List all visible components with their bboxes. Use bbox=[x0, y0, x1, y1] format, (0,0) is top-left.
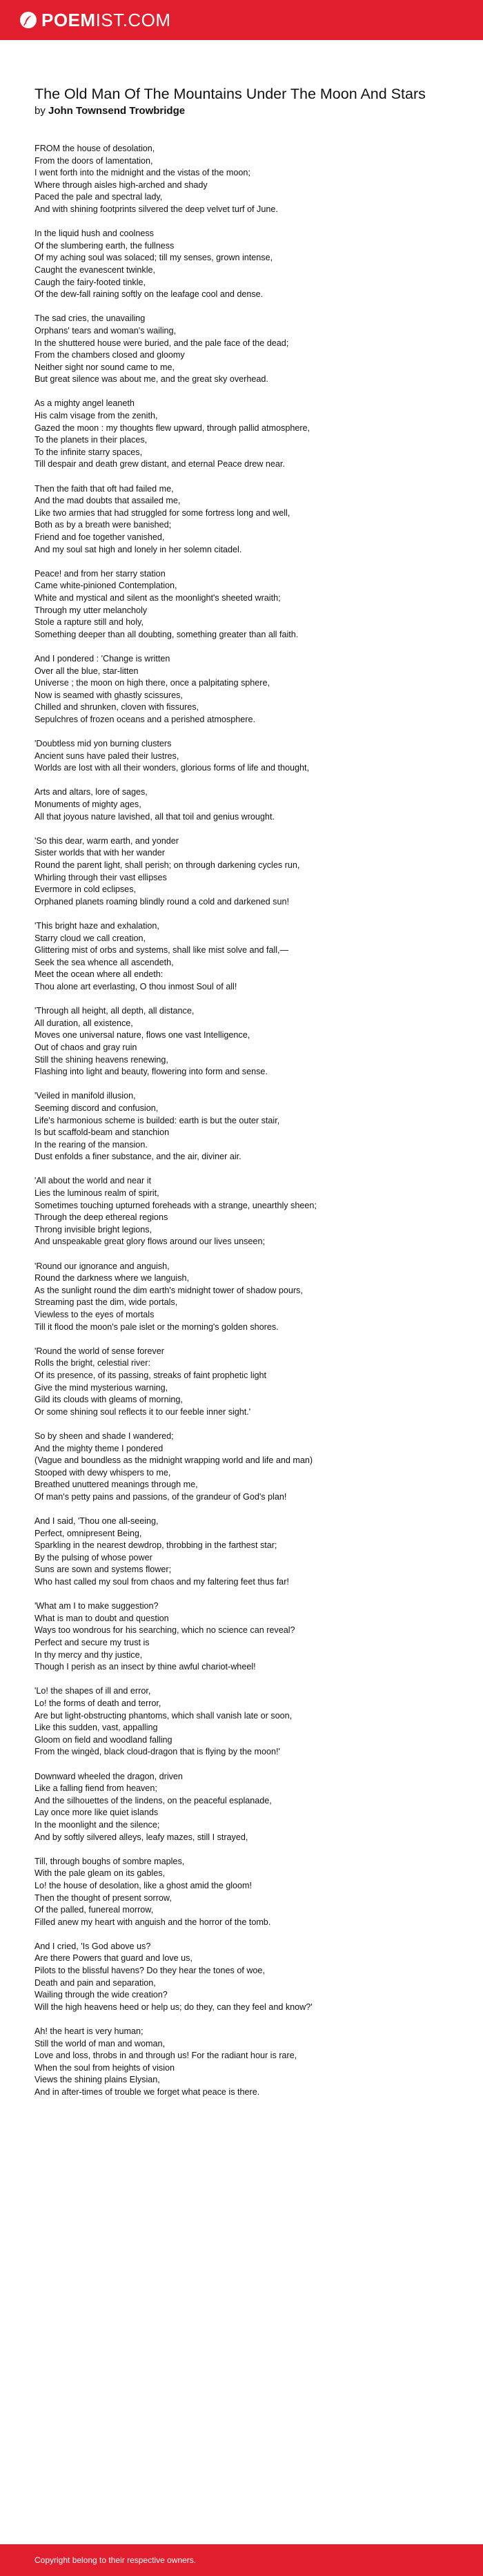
poem-line: His calm visage from the zenith, bbox=[34, 411, 158, 421]
poem-line: Like two armies that had struggled for some fortress long and well, bbox=[34, 507, 290, 518]
poem-line: Death and pain and separation, bbox=[34, 1977, 156, 1988]
poem-line: Glittering mist of orbs and systems, shall like mist solve and fall,— bbox=[34, 945, 289, 956]
poem-line: Flashing into light and beauty, flowering into form and sense. bbox=[34, 1067, 268, 1077]
poem-line: Came white-pinioned Contemplation, bbox=[34, 581, 177, 591]
poem-line: Then the thought of present sorrow, bbox=[34, 1892, 172, 1903]
poem-line: Lies the luminous realm of spirit, bbox=[34, 1188, 159, 1199]
poem-line: And I cried, 'Is God above us? bbox=[34, 1941, 151, 1951]
poem-line: Life's harmonious scheme is builded: earth is but the outer stair, bbox=[34, 1115, 280, 1125]
poem-line: Of man's petty pains and passions, of the grandeur of God's plan! bbox=[34, 1491, 287, 1502]
poem-stanza bbox=[34, 1600, 448, 1674]
poem-line: Stole a rapture still and holy, bbox=[34, 617, 144, 628]
poem-stanza bbox=[34, 1771, 448, 1844]
poem-line: Friend and foe together vanished, bbox=[34, 532, 165, 542]
poem-line: To the infinite starry spaces, bbox=[34, 447, 143, 457]
poem-line: Throng invisible bright legions, bbox=[34, 1224, 152, 1234]
poem-line: FROM the house of desolation, bbox=[34, 144, 155, 153]
poem-line: Ah! the heart is very human; bbox=[34, 2026, 144, 2037]
poem-line: Whirling through their vast ellipses bbox=[34, 872, 167, 882]
poem-line: Over all the blue, star-litten bbox=[34, 666, 139, 676]
poem-line: Rolls the bright, celestial river: bbox=[34, 1358, 150, 1368]
poem-line: Are but light-obstructing phantoms, which shall vanish late or soon, bbox=[34, 1710, 293, 1721]
poem-line: From the doors of lamentation, bbox=[34, 155, 153, 166]
poem-stanza bbox=[34, 1261, 448, 1334]
poem-stanza bbox=[34, 568, 448, 641]
poem-line: Seeming discord and confusion, bbox=[34, 1103, 159, 1113]
top-bar bbox=[0, 0, 483, 40]
poem-line: Worlds are lost with all their wonders, glorious forms of life and thought, bbox=[34, 763, 310, 773]
site-logo[interactable] bbox=[19, 10, 171, 31]
poem-line: And by softly silvered alleys, leafy mazes, still I strayed, bbox=[34, 1832, 248, 1842]
poem-line: And with shining footprints silvered the deep velvet turf of June. bbox=[34, 204, 278, 214]
poem-line: Caugh the fairy-footed tinkle, bbox=[34, 277, 146, 287]
poem-line: (Vague and boundless as the midnight wrapping world and life and man) bbox=[34, 1455, 313, 1466]
poem-line: In thy mercy and thy justice, bbox=[34, 1649, 143, 1660]
poem-stanza bbox=[34, 738, 448, 775]
poem-line: So by sheen and shade I wandered; bbox=[34, 1431, 174, 1441]
poem-line: Of its presence, of its passing, streaks of faint prophetic light bbox=[34, 1370, 266, 1380]
poem-line: Views the shining plains Elysian, bbox=[34, 2075, 160, 2085]
poem-line: Of the dew-fall raining softly on the leafage cool and dense. bbox=[34, 289, 264, 300]
poem-line: Meet the ocean where all endeth: bbox=[34, 969, 164, 980]
poem-line: Filled anew my heart with anguish and the horror of the tomb. bbox=[34, 1917, 271, 1927]
poem-line: Of the slumbering earth, the fullness bbox=[34, 240, 175, 251]
poem-line: Round the darkness where we languish, bbox=[34, 1273, 190, 1284]
poem-stanza bbox=[34, 143, 448, 216]
poem-line: Suns are sown and systems flower; bbox=[34, 1565, 172, 1575]
poem-stanza bbox=[34, 2026, 448, 2099]
poem-line: Streaming past the dim, wide portals, bbox=[34, 1297, 178, 1308]
poem-stanza bbox=[34, 313, 448, 386]
poem-stanza bbox=[34, 1685, 448, 1759]
poem-title: The Old Man Of The Mountains Under The Moon And Stars bbox=[34, 86, 426, 102]
poem-line: Evermore in cold eclipses, bbox=[34, 884, 136, 895]
poem-line: Paced the pale and spectral lady, bbox=[34, 192, 163, 202]
poem-line: 'What am I to make suggestion? bbox=[34, 1601, 159, 1611]
poem-line: From the chambers closed and gloomy bbox=[34, 350, 185, 360]
poem-line: Sparkling in the nearest dewdrop, throbbing in the farthest star; bbox=[34, 1540, 277, 1551]
poem-line: Peace! and from her starry station bbox=[34, 568, 166, 579]
poem-line: By the pulsing of whose power bbox=[34, 1552, 152, 1562]
poem-stanza bbox=[34, 1515, 448, 1589]
poem-line: In the rearing of the mansion. bbox=[34, 1139, 148, 1150]
poem-line: And unspeakable great glory flows around our lives unseen; bbox=[34, 1237, 265, 1247]
poem-line: Sometimes touching upturned foreheads with a strange, unearthly sheen; bbox=[34, 1200, 317, 1210]
poem-line: In the shuttered house were buried, and the pale face of the dead; bbox=[34, 338, 289, 348]
poem-line: Something deeper than all doubting, something greater than all faith. bbox=[34, 629, 299, 639]
poem-stanza bbox=[34, 398, 448, 471]
poem-stanza bbox=[34, 1431, 448, 1504]
poem-line: Moves one universal nature, flows one vast Intelligence, bbox=[34, 1030, 250, 1040]
poem-line: And I said, 'Thou one all-seeing, bbox=[34, 1516, 159, 1527]
poem-line: Is but scaffold-beam and stanchion bbox=[34, 1127, 170, 1138]
poem-line: In the liquid hush and coolness bbox=[34, 229, 154, 239]
poem-line: Orphaned planets roaming blindly round a cold and darkened sun! bbox=[34, 896, 289, 907]
poem-line: Pilots to the blissful havens? Do they hear the tones of woe, bbox=[34, 1966, 265, 1976]
poem-line: Chilled and shrunken, cloven with fissures, bbox=[34, 702, 199, 713]
byline-prefix: by bbox=[34, 105, 46, 117]
poem-line: Or some shining soul reflects it to our feeble inner sight.' bbox=[34, 1406, 251, 1417]
poem-line: Lo! the forms of death and terror, bbox=[34, 1698, 161, 1708]
poem-stanza bbox=[34, 228, 448, 301]
poem-line: 'All about the world and near it bbox=[34, 1176, 152, 1186]
poem-line: As the sunlight round the dim earth's midnight tower of shadow pours, bbox=[34, 1285, 303, 1295]
poem-stanza bbox=[34, 1090, 448, 1163]
poem-stanza bbox=[34, 653, 448, 726]
poem-line: Perfect, omnipresent Being, bbox=[34, 1528, 142, 1538]
poem-line: And the mighty theme I pondered bbox=[34, 1443, 164, 1453]
poem-line: With the pale gleam on its gables, bbox=[34, 1868, 166, 1879]
poem-line: Lo! the house of desolation, like a ghost amid the gloom! bbox=[34, 1880, 253, 1890]
poem-line: But great silence was about me, and the great sky overhead. bbox=[34, 374, 268, 385]
poem-line: I went forth into the midnight and the vistas of the moon; bbox=[34, 168, 250, 178]
poem-line: Love and loss, throbs in and through us! For the radiant hour is rare, bbox=[34, 2051, 297, 2061]
poem-byline bbox=[34, 105, 448, 117]
poem-line: Both as by a breath were banished; bbox=[34, 520, 172, 530]
poem-line: Where through aisles high-arched and shady bbox=[34, 180, 208, 190]
poem-line: Till it flood the moon's pale islet or the morning's golden shores. bbox=[34, 1321, 279, 1332]
poem-line: Who hast called my soul from chaos and my faltering feet thus far! bbox=[34, 1577, 289, 1587]
poem-line: What is man to doubt and question bbox=[34, 1613, 169, 1623]
copyright-text: Copyright belong to their respective owners. bbox=[34, 2555, 197, 2565]
poem-line: The sad cries, the unavailing bbox=[34, 313, 146, 324]
poem-line: Seek the sea whence all ascendeth, bbox=[34, 957, 174, 967]
poem-line: Gild its clouds with gleams of morning, bbox=[34, 1395, 183, 1405]
poem-stanza bbox=[34, 920, 448, 994]
poem-line: Like this sudden, vast, appalling bbox=[34, 1723, 158, 1733]
poem-line: Still the world of man and woman, bbox=[34, 2038, 165, 2049]
poem-line: Wailing through the wide creation? bbox=[34, 1990, 168, 2000]
poem-line: Gazed the moon : my thoughts flew upward, through pallid atmosphere, bbox=[34, 423, 310, 433]
poem-line: Are there Powers that guard and love us, bbox=[34, 1953, 193, 1964]
logo-text-light: IST.COM bbox=[95, 9, 171, 30]
poem-line: Till despair and death grew distant, and eternal Peace drew near. bbox=[34, 459, 285, 469]
poem-line: In the moonlight and the silence; bbox=[34, 1819, 160, 1830]
poem-line: Sister worlds that with her wander bbox=[34, 848, 165, 858]
poem-line: Gloom on field and woodland falling bbox=[34, 1734, 172, 1745]
poem-line: 'Lo! the shapes of ill and error, bbox=[34, 1686, 151, 1696]
poem-line: Of the palled, funereal morrow, bbox=[34, 1905, 154, 1915]
poem-line: Universe ; the moon on high there, once a palpitating sphere, bbox=[34, 678, 270, 688]
poem-stanza bbox=[34, 835, 448, 909]
poem-line: And I pondered : 'Change is written bbox=[34, 653, 170, 664]
poem-stanza bbox=[34, 483, 448, 556]
poem-line: Orphans' tears and woman's wailing, bbox=[34, 325, 177, 336]
poem-line: Caught the evanescent twinkle, bbox=[34, 264, 156, 275]
poem-line: Of my aching soul was solaced; till my senses, grown intense, bbox=[34, 253, 273, 263]
poem-line: 'Through all height, all depth, all distance, bbox=[34, 1006, 195, 1016]
poem-line: And the mad doubts that assailed me, bbox=[34, 496, 181, 506]
poem-line: Dust enfolds a finer substance, and the air, diviner air. bbox=[34, 1152, 241, 1162]
poem-line: Ancient suns have paled their lustres, bbox=[34, 750, 179, 761]
poem-line: All that joyous nature lavished, all that toil and genius wrought. bbox=[34, 811, 275, 822]
poem-line: From the wingèd, black cloud-dragon that is flying by the moon!' bbox=[34, 1747, 280, 1757]
poem-line: Though I perish as an insect by thine awful chariot-wheel! bbox=[34, 1662, 256, 1672]
poem-line: 'So this dear, warm earth, and yonder bbox=[34, 835, 179, 846]
poem-line: Starry cloud we call creation, bbox=[34, 933, 146, 943]
poem-line: And my soul sat high and lonely in her solemn citadel. bbox=[34, 544, 242, 554]
poem-line: 'Doubtless mid yon burning clusters bbox=[34, 739, 172, 749]
poem-line: And the silhouettes of the lindens, on the peaceful esplanade, bbox=[34, 1795, 272, 1805]
poem-stanza bbox=[34, 1175, 448, 1248]
poem-line: Lay once more like quiet islands bbox=[34, 1808, 159, 1818]
poem-line: All duration, all existence, bbox=[34, 1018, 133, 1028]
poem-line: Then the faith that oft had failed me, bbox=[34, 483, 174, 494]
poem-stanza bbox=[34, 1005, 448, 1078]
footer bbox=[0, 2544, 483, 2576]
poem-line: Thou alone art everlasting, O thou inmost Soul of all! bbox=[34, 981, 237, 991]
quill-pen-icon bbox=[19, 11, 37, 29]
poem-line: To the planets in their places, bbox=[34, 435, 148, 445]
poem-body bbox=[34, 143, 448, 2099]
poem-line: Now is seamed with ghastly scissures, bbox=[34, 690, 183, 700]
poem-line: 'This bright haze and exhalation, bbox=[34, 921, 159, 931]
poem-line: Through the deep ethereal regions bbox=[34, 1212, 168, 1223]
poem-line: 'Round the world of sense forever bbox=[34, 1346, 164, 1356]
poem-line: Neither sight nor sound came to me, bbox=[34, 362, 175, 372]
poem-line: Sepulchres of frozen oceans and a perished atmosphere. bbox=[34, 714, 255, 724]
poem-line: Monuments of mighty ages, bbox=[34, 800, 141, 810]
poem-line: White and mystical and silent as the moonlight's sheeted wraith; bbox=[34, 592, 281, 603]
poem-stanza bbox=[34, 1346, 448, 1419]
poem-line: 'Veiled in manifold illusion, bbox=[34, 1091, 136, 1101]
poem-line: Through my utter melancholy bbox=[34, 605, 148, 615]
poem-content bbox=[0, 40, 483, 2544]
poem-stanza bbox=[34, 786, 448, 823]
poem-line: Ways too wondrous for his searching, which no science can reveal? bbox=[34, 1625, 295, 1636]
poem-line: Stooped with dewy whispers to me, bbox=[34, 1467, 171, 1478]
logo-text-bold: POEM bbox=[41, 9, 96, 30]
poem-line: Arts and altars, lore of sages, bbox=[34, 787, 148, 797]
poem-line: Viewless to the eyes of mortals bbox=[34, 1310, 155, 1319]
poem-line: When the soul from heights of vision bbox=[34, 2062, 175, 2073]
author-name[interactable]: John Townsend Trowbridge bbox=[48, 105, 186, 117]
poem-line: Downward wheeled the dragon, driven bbox=[34, 1771, 183, 1781]
poem-line: Perfect and secure my trust is bbox=[34, 1638, 150, 1648]
poem-stanza bbox=[34, 1941, 448, 2014]
poem-line: Breathed unuttered meanings through me, bbox=[34, 1480, 198, 1490]
poem-line: Will the high heavens heed or help us; do they, can they feel and know?' bbox=[34, 2002, 313, 2012]
poem-stanza bbox=[34, 1856, 448, 1929]
poem-line: Till, through boughs of sombre maples, bbox=[34, 1856, 185, 1866]
poem-line: Round the parent light, shall perish; on through darkening cycles run, bbox=[34, 860, 300, 871]
poem-line: Still the shining heavens renewing, bbox=[34, 1054, 168, 1065]
poem-line: And in after-times of trouble we forget what peace is there. bbox=[34, 2087, 260, 2097]
poem-line: Out of chaos and gray ruin bbox=[34, 1042, 137, 1052]
poem-line: Like a falling fiend from heaven; bbox=[34, 1783, 157, 1794]
poem-line: 'Round our ignorance and anguish, bbox=[34, 1261, 170, 1271]
poem-line: Give the mind mysterious warning, bbox=[34, 1382, 168, 1393]
poem-line: As a mighty angel leaneth bbox=[34, 398, 135, 409]
